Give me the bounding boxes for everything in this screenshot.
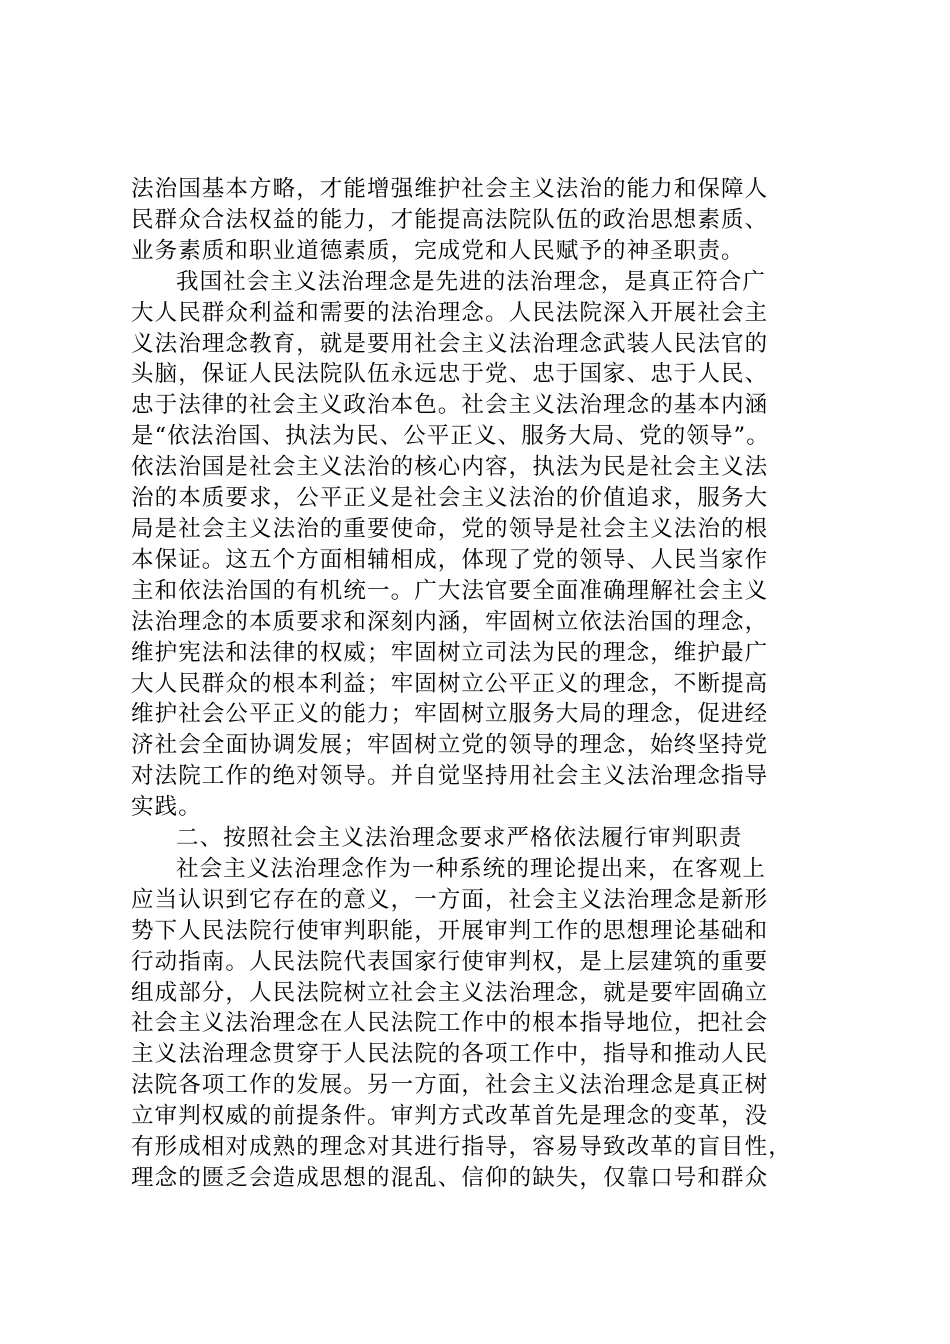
text-line: 维护社会公平正义的能力；牢固树立服务大局的理念，促进经 (131, 701, 769, 728)
text-line: 法治理念的本质要求和深刻内涵，牢固树立依法治国的理念， (131, 608, 769, 635)
text-line: 实践。 (131, 794, 202, 821)
text-line: 大人民群众的根本利益；牢固树立公平正义的理念，不断提高 (131, 670, 769, 697)
text-line: 法治国基本方略，才能增强维护社会主义法治的能力和保障人 (131, 176, 769, 202)
text-line: 组成部分，人民法院树立社会主义法治理念，就是要牢固确立 (131, 979, 769, 1006)
text-line: 有形成相对成熟的理念对其进行指导，容易导致改革的盲目性， (131, 1134, 792, 1161)
text-line: 维护宪法和法律的权威；牢固树立司法为民的理念，维护最广 (131, 639, 769, 666)
paragraph (131, 267, 831, 823)
text-line: 民群众合法权益的能力，才能提高法院队伍的政治思想素质、 (131, 206, 769, 233)
text-line: 治的本质要求，公平正义是社会主义法治的价值追求，服务大 (131, 485, 769, 512)
paragraph (131, 174, 831, 267)
document-body (131, 174, 831, 1194)
text-line: 理念的匮乏会造成思想的混乱、信仰的缺失，仅靠口号和群众 (131, 1165, 769, 1191)
text-line: 义法治理念教育，就是要用社会主义法治理念武装人民法官的 (131, 330, 769, 357)
text-line: 大人民群众利益和需要的法治理念。人民法院深入开展社会主 (131, 299, 769, 326)
text-line: 二、按照社会主义法治理念要求严格依法履行审判职责 (176, 825, 743, 852)
text-line: 对法院工作的绝对领导。并自觉坚持用社会主义法治理念指导 (131, 763, 769, 790)
text-line: 忠于法律的社会主义政治本色。社会主义法治理念的基本内涵 (131, 392, 769, 419)
text-line: 我国社会主义法治理念是先进的法治理念，是真正符合广 (176, 268, 767, 295)
text-line: 行动指南。人民法院代表国家行使审判权，是上层建筑的重要 (131, 948, 769, 975)
text-line: 局是社会主义法治的重要使命，党的领导是社会主义法治的根 (131, 515, 769, 542)
text-line: 济社会全面协调发展；牢固树立党的领导的理念，始终坚持党 (131, 732, 769, 759)
text-line: 社会主义法治理念作为一种系统的理论提出来，在客观上 (176, 855, 767, 882)
text-line: 应当认识到它存在的意义，一方面，社会主义法治理念是新形 (131, 886, 769, 913)
text-line: 头脑，保证人民法院队伍永远忠于党、忠于国家、忠于人民、 (131, 361, 769, 388)
text-line: 势下人民法院行使审判职能，开展审判工作的思想理论基础和 (131, 917, 769, 944)
paragraph (131, 854, 831, 1194)
text-line: 法院各项工作的发展。另一方面，社会主义法治理念是真正树 (131, 1072, 769, 1099)
paragraph (131, 823, 831, 854)
text-line: 主义法治理念贯穿于人民法院的各项工作中，指导和推动人民 (131, 1041, 769, 1068)
text-line: 主和依法治国的有机统一。广大法官要全面准确理解社会主义 (131, 577, 769, 604)
text-line: 依法治国是社会主义法治的核心内容，执法为民是社会主义法 (131, 454, 769, 481)
text-line: 是“依法治国、执法为民、公平正义、服务大局、党的领导”。 (131, 423, 770, 450)
text-line: 立审判权威的前提条件。审判方式改革首先是理念的变革，没 (131, 1103, 769, 1130)
text-line: 业务素质和职业道德素质，完成党和人民赋予的神圣职责。 (131, 237, 745, 264)
text-line: 社会主义法治理念在人民法院工作中的根本指导地位，把社会 (131, 1010, 769, 1037)
text-line: 本保证。这五个方面相辅相成，体现了党的领导、人民当家作 (131, 546, 769, 573)
